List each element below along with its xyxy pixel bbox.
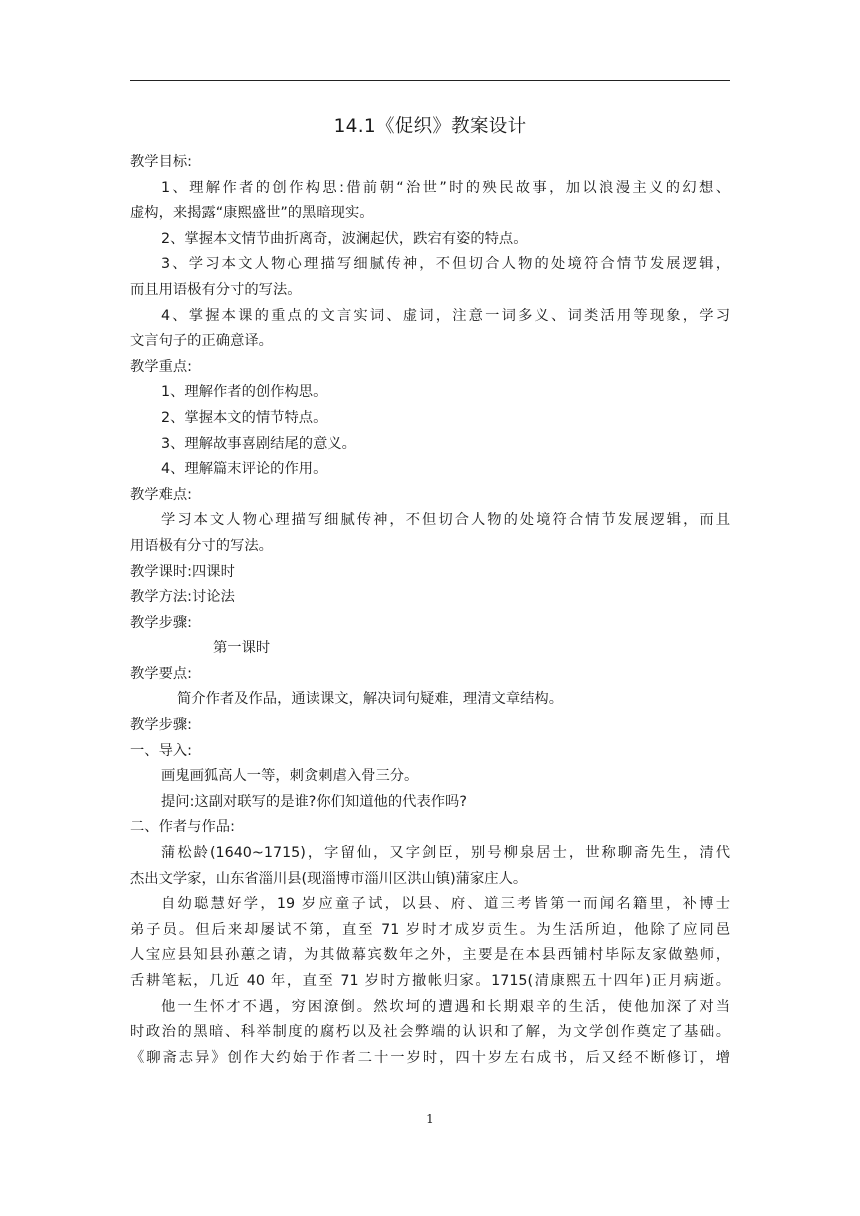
paragraph-line: 他一生怀才不遇，穷困潦倒。然坎坷的遭遇和长期艰辛的生活，使他加深了对当 — [161, 998, 730, 1015]
paragraph-line: 时政治的黑暗、科举制度的腐朽以及社会弊端的认识和了解，为文学创作奠定了基础。 — [130, 1024, 730, 1041]
paragraph-line: 学习本文人物心理描写细腻传神，不但切合人物的处境符合情节发展逻辑，而且 — [161, 512, 730, 529]
document-title: 14.1《促织》教案设计 — [333, 116, 527, 137]
list-item: 3、理解故事喜剧结尾的意义。 — [161, 435, 356, 452]
section-heading: 教学难点: — [130, 486, 193, 503]
section-heading: 教学方法:讨论法 — [130, 589, 235, 606]
paragraph-line: 杰出文学家，山东省淄川县(现淄博市淄川区洪山镇)蒲家庄人。 — [130, 870, 528, 887]
document-body — [130, 150, 730, 1071]
paragraph-line: 《聊斋志异》创作大约始于作者二十一岁时，四十岁左右成书，后又经不断修订，增 — [130, 1049, 730, 1066]
paragraph-line: 画鬼画狐高人一等，刺贪刺虐入骨三分。 — [161, 768, 419, 785]
section-heading: 一、导入: — [130, 742, 193, 759]
section-heading: 教学步骤: — [130, 614, 193, 631]
paragraph-line: 舌耕笔耘，几近 40 年，直至 71 岁时方撤帐归家。1715(清康熙五十四年)正月病逝。 — [130, 973, 730, 989]
section-heading: 教学步骤: — [130, 717, 193, 734]
section-heading: 教学要点: — [130, 665, 193, 682]
paragraph-line: 提问:这副对联写的是谁?你们知道他的代表作吗? — [161, 793, 467, 810]
paragraph-line: 人宝应县知县孙蕙之请，为其做幕宾数年之外，主要是在本县西铺村毕际友家做塾师， — [130, 947, 730, 964]
paragraph-line: 3、学习本文人物心理描写细腻传神，不但切合人物的处境符合情节发展逻辑， — [161, 256, 730, 273]
list-item: 2、掌握本文的情节特点。 — [161, 409, 328, 426]
paragraph-line: 文言句子的正确意译。 — [130, 333, 273, 350]
paragraph-line: 用语极有分寸的写法。 — [130, 537, 273, 554]
paragraph-line: 2、掌握本文情节曲折离奇，波澜起伏，跌宕有姿的特点。 — [161, 230, 528, 247]
paragraph-line: 蒲松龄(1640~1715)，字留仙，又字剑臣，别号柳泉居士，世称聊斋先生，清代 — [161, 845, 730, 862]
header-rule — [130, 80, 730, 81]
paragraph-line: 1、理解作者的创作构思:借前朝“治世”时的殃民故事，加以浪漫主义的幻想、 — [161, 179, 730, 196]
paragraph-line: 4、掌握本课的重点的文言实词、虚词，注意一词多义、词类活用等现象，学习 — [161, 307, 730, 324]
paragraph-line: 自幼聪慧好学，19 岁应童子试，以县、府、道三考皆第一而闻名籍里，补博士 — [161, 896, 730, 913]
section-heading: 教学课时:四课时 — [130, 563, 235, 580]
page-number: 1 — [426, 1112, 434, 1126]
paragraph-line: 而且用语极有分寸的写法。 — [130, 281, 302, 298]
list-item: 4、理解篇末评论的作用。 — [161, 461, 328, 478]
lesson-heading: 第一课时 — [213, 640, 271, 657]
list-item: 1、理解作者的创作构思。 — [161, 384, 328, 401]
section-heading: 二、作者与作品: — [130, 819, 235, 836]
paragraph-line: 弟子员。但后来却屡试不第，直至 71 岁时才成岁贡生。为生活所迫，他除了应同邑 — [130, 921, 730, 938]
paragraph-line: 简介作者及作品，通读课文，解决词句疑难，理清文章结构。 — [177, 691, 564, 708]
paragraph-line: 虚构，来揭露“康熙盛世”的黑暗现实。 — [130, 205, 374, 222]
section-heading: 教学重点: — [130, 358, 193, 375]
section-heading: 教学目标: — [130, 154, 193, 170]
